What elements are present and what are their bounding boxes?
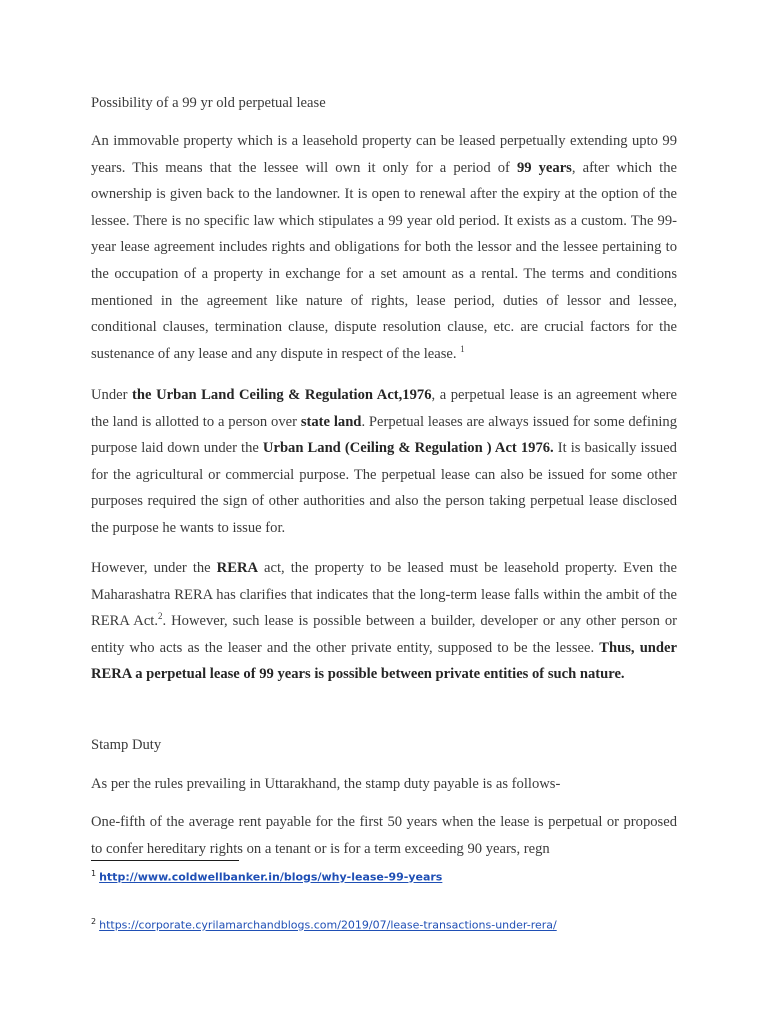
paragraph-stamp-duty-rules: As per the rules prevailing in Uttarakhand, the stamp duty payable is as follows- — [91, 776, 561, 792]
bold-run: state land — [300, 413, 362, 430]
text-run: An immovable property which is a leasehold property can be leased perpetually extending upto 99 years. This means that the lessee will own it only for a period of — [91, 133, 677, 176]
footnote-separator — [91, 860, 239, 861]
text-run: Under — [91, 387, 133, 403]
bold-run: RERA — [216, 560, 259, 576]
text-run: , a perpetual lease is an agreement where the land is allotted to a person over — [91, 387, 677, 430]
footnote-number: 2 — [91, 917, 97, 926]
paragraph-urban-land-act — [91, 382, 677, 542]
paragraph-one-fifth-rent: One-fifth of the average rent payable for the first 50 years when the lease is perpetual or proposed to confer hereditary rights on a tenant or is for a term exceeding 90 years, regn — [91, 814, 677, 857]
footnote-link-1[interactable]: http://www.coldwellbanker.in/blogs/why-lease-99-years — [99, 870, 443, 884]
text-run: It is basically issued for the agricultural or commercial purpose. The perpetual lease can also be issued for some other purposes required the sign of other authorities and also the person taking perpetual lease disclosed the purpose he wants to issue for. — [91, 440, 677, 536]
text-run: However, under the — [91, 560, 217, 576]
bold-run: 99 years — [516, 159, 572, 176]
section-heading-stamp-duty: Stamp Duty — [91, 737, 162, 753]
text-run: , after which the ownership is given back to the landowner. It is open to renewal after the expiry at the option of the lessee. There is no specific law which stipulates a 99 year old period. It exists as a custom. The 99-year lease agreement includes rights and obligations for both the lessor and the lessee pertaining to the occupation of a property in exchange for a set amount as a rental. The terms and conditions mentioned in the agreement like nature of rights, lease period, duties of lessor and lessee, conditional clauses, termination clause, dispute resolution clause, etc. are crucial factors for the sustenance of any lease and any dispute in respect of the lease. — [91, 159, 677, 362]
paragraph-rera — [91, 555, 677, 688]
bold-run: Thus, under RERA a perpetual lease of 99 years is possible between private entities of such nature. — [91, 639, 677, 683]
footnote-2 — [91, 914, 557, 934]
text-run: . Perpetual leases are always issued for some defining purpose laid down under the — [91, 413, 678, 457]
footnote-link-2[interactable]: https://corporate.cyrilamarchandblogs.com/2019/07/lease-transactions-under-rera/ — [99, 918, 557, 932]
footnote-ref-1[interactable]: 1 — [460, 343, 465, 354]
footnote-number: 1 — [91, 869, 97, 878]
bold-run: Urban Land (Ceiling & Regulation ) Act 1976. — [262, 440, 554, 457]
footnote-1 — [91, 866, 442, 886]
document-title: Possibility of a 99 yr old perpetual lease — [91, 95, 326, 111]
paragraph-leasehold-intro — [91, 128, 677, 367]
footnote-ref-2[interactable]: 2 — [158, 611, 163, 622]
text-run: . However, such lease is possible between a builder, developer or any other person or entity who acts as the leaser and the other private entity, supposed to be the lessee. — [91, 613, 677, 656]
text-run: act, the property to be leased must be leasehold property. Even the Maharashatra RERA has clarifies that indicates that the long-term lease falls within the ambit of the RERA Act. — [91, 560, 677, 630]
bold-run: the Urban Land Ceiling & Regulation Act,1976 — [132, 387, 432, 403]
